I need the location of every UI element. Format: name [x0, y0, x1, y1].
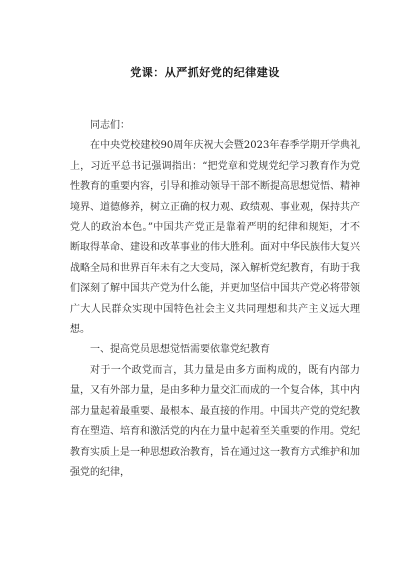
document-body — [70, 116, 360, 483]
section-heading-1: 一、提高党员思想觉悟需要依靠党纪教育 — [90, 344, 270, 356]
document-title: 党课：从严抓好党的纪律建设 — [130, 66, 280, 79]
paragraph-section-1: 对于一个政党而言，其力量是由多方面构成的，既有内部力量，又有外部力量，是由多种力量交汇而成的一个复合体，其中内部力量起着最重要、最根本、最直接的作用。中国共产党的党纪教育在塑造、培育和激活党的内在力量中起着至关重要的作用。党纪教育实质上是一种思想政治教育，旨在通过这一教育方式维护和加强党的纪律， — [70, 364, 360, 478]
salutation: 同志们： — [90, 120, 130, 131]
paragraph-intro: 在中央党校建校90周年庆祝大会暨2023年春季学期开学典礼上，习近平总书记强调指出：“把党章和党规党纪学习教育作为党性教育的重要内容，引导和推动领导干部不断提高思想觉悟、精神境界、道德修养，树立正确的权力观、政绩观、事业观，保持共产党人的政治本色。”中国共产党正是靠着严明的纪律和规矩，才不断取得革命、建设和改革事业的伟大胜利。面对中华民族伟大复兴战略全局和世界百年未有之大变局，深入解析党纪教育，有助于我们深刻了解中国共产党为什么能，并更加坚信中国共产党必将带领广大人民群众实现中国特色社会主义共同理想和共产主义远大理想。 — [70, 140, 360, 336]
